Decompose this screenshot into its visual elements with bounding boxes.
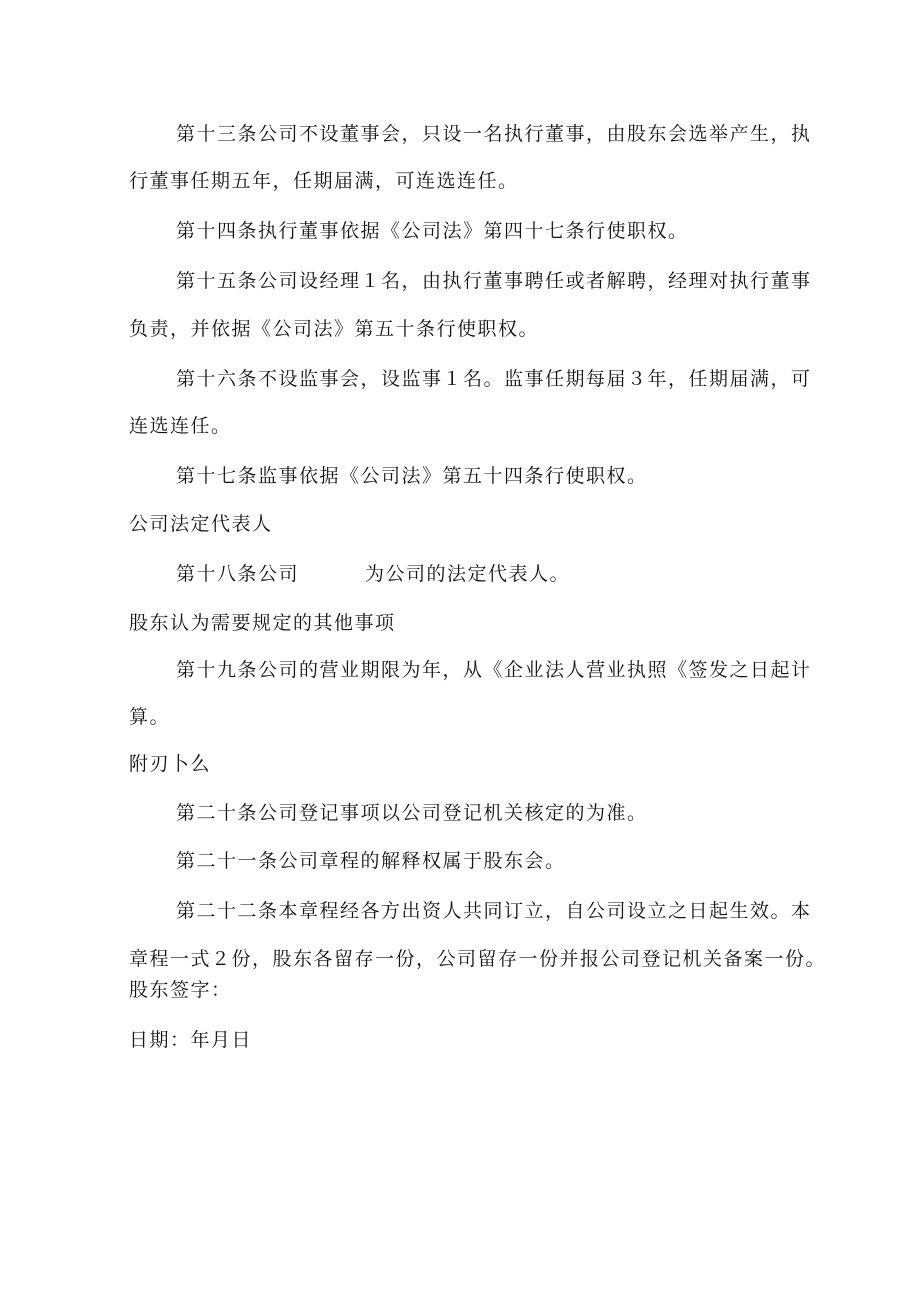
article-18-part-1: 第十八条公司: [176, 563, 300, 585]
article-13-line-1: 第十三条公司不设董事会，只设一名执行董事，由股东会选举产生，执: [176, 123, 812, 145]
article-22-line-1: 第二十二条本章程经各方出资人共同订立，自公司设立之日起生效。本: [176, 900, 812, 922]
article-17-line-1: 第十七条监事依据《公司法》第五十四条行使职权。: [176, 465, 648, 487]
article-15-line-2: 负责，并依据《公司法》第五十条行使职权。: [129, 318, 540, 340]
article-22-line-2: 章程一式２份，股东各留存一份，公司留存一份并报公司登记机关备案一份。: [129, 948, 827, 970]
heading-appendix: 附刃卜么: [129, 753, 212, 775]
article-19-line-1: 第十九条公司的营业期限为年，从《企业法人营业执照《签发之日起计: [176, 659, 812, 681]
article-18-part-2: 为公司的法定代表人。: [365, 563, 571, 585]
shareholder-signature-label: 股东签字：: [129, 979, 232, 1001]
article-13-line-2: 行董事任期五年，任期届满，可连选连任。: [129, 170, 519, 192]
heading-other-matters: 股东认为需要规定的其他事项: [129, 612, 396, 634]
date-label: 日期：年月日: [129, 1029, 253, 1051]
article-16-line-2: 连选连任。: [129, 415, 232, 437]
article-20-line-1: 第二十条公司登记事项以公司登记机关核定的为准。: [176, 802, 648, 824]
article-21-line-1: 第二十一条公司章程的解释权属于股东会。: [176, 850, 566, 872]
article-16-line-1: 第十六条不设监事会，设监事１名。监事任期每届３年，任期届满，可: [176, 368, 812, 390]
article-19-line-2: 算。: [129, 706, 171, 728]
heading-legal-representative: 公司法定代表人: [129, 513, 273, 535]
article-15-line-1: 第十五条公司设经理１名，由执行董事聘任或者解聘，经理对执行董事: [176, 270, 812, 292]
article-18-line-1: [176, 562, 570, 586]
article-14-line-1: 第十四条执行董事依据《公司法》第四十七条行使职权。: [176, 220, 689, 242]
